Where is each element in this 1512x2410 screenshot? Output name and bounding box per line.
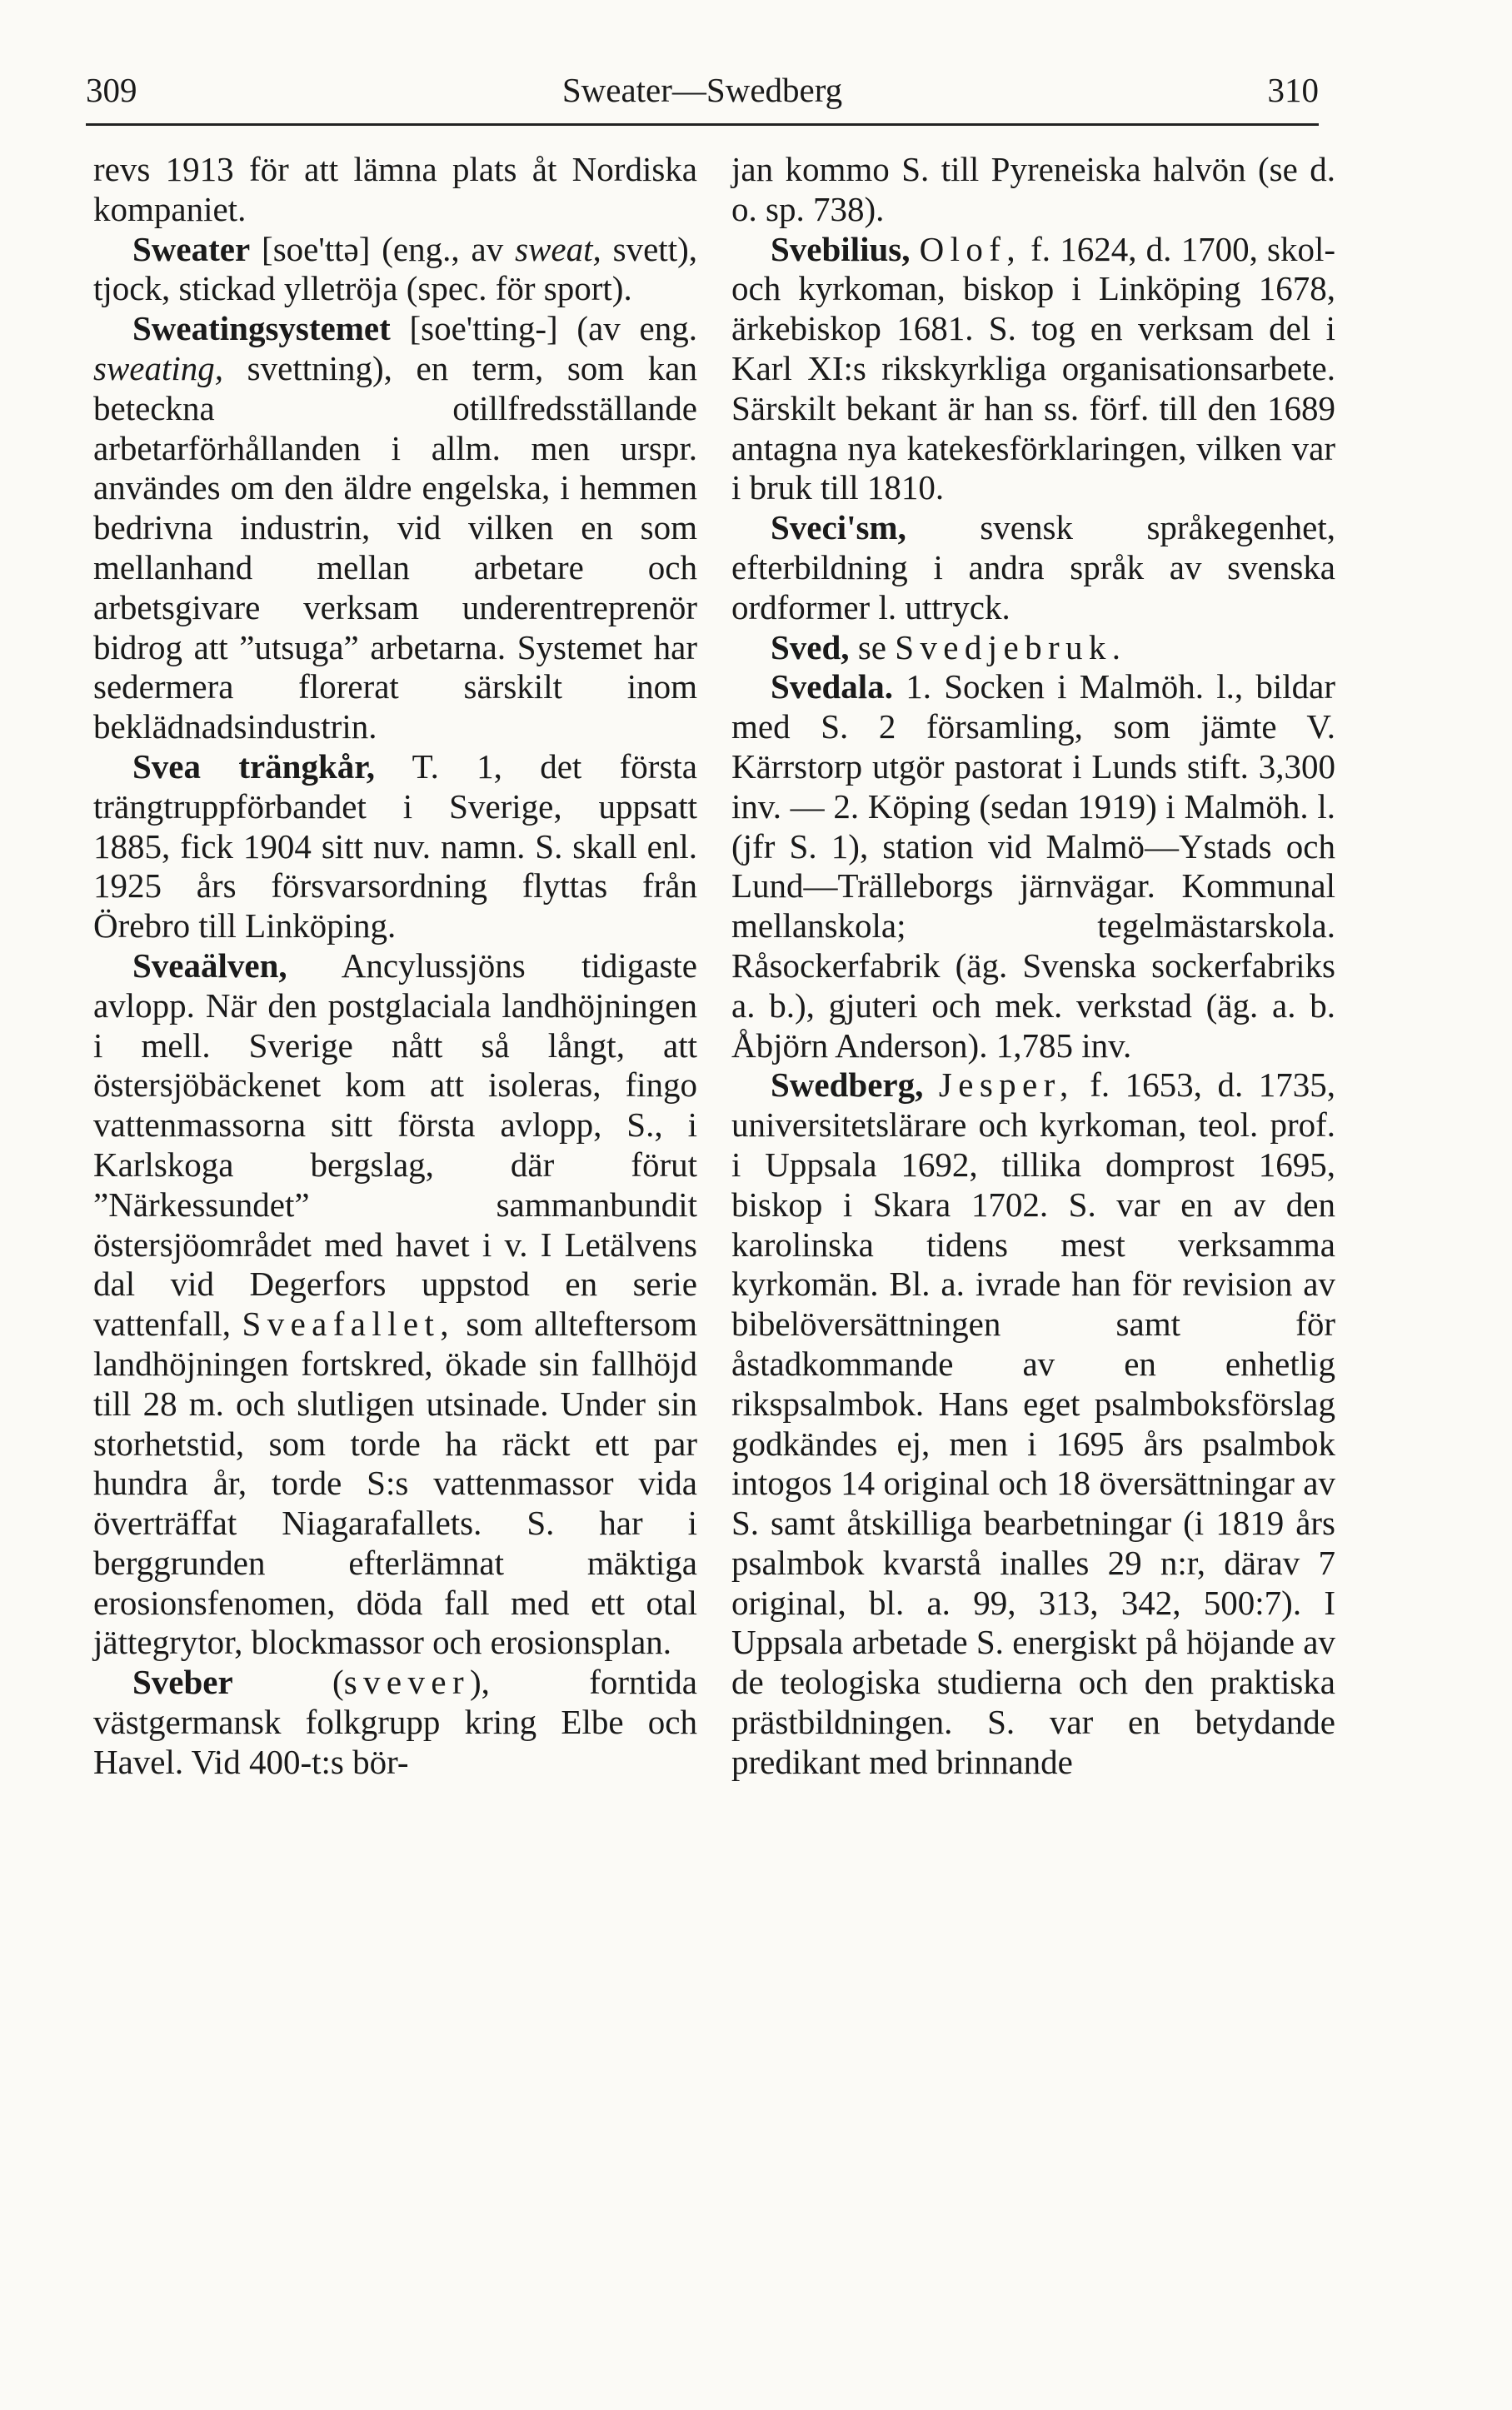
headword: Svedala.	[771, 667, 893, 706]
right-column	[731, 150, 1335, 1783]
headword: Sved,	[771, 627, 850, 666]
headword: Sveber	[132, 1663, 233, 1702]
left-page-number: 309	[86, 71, 137, 109]
headword: Sveci'sm,	[771, 508, 906, 547]
headword: Svea trängkår,	[132, 746, 375, 786]
left-column	[93, 150, 697, 1783]
page-header	[86, 65, 1319, 115]
headword: Sweatingsystemet	[132, 309, 391, 348]
right-page-number: 310	[1267, 71, 1319, 109]
headword: Sveaälven,	[132, 946, 287, 985]
headword: Swedberg,	[771, 1065, 924, 1105]
entry-sved: Sved, se Svedjebruk.	[771, 627, 1127, 666]
entry-sweater: Sweater [soe'ttə] (eng., av sweat, svett), tjock, stickad ylletröja (spec. för sport).	[93, 229, 697, 308]
entry-sveaalven: Sveaälven, Ancylussjöns tidigaste avlopp. När den postglaciala landhöjningen i mell. Sverige nått så långt, att östersjöbäckenet kom att isoleras, fingo vattenmassorna sitt första avlopp, S., i Karlskoga bergslag, där förut ”Närkessundet” sammanbundit östersjöområdet med havet i v. I Letälvens dal vid Degerfors uppstod en serie vattenfall, Sveafallet, som allteftersom landhöjningen fortskred, ökade sin fallhöjd till 28 m. och slutligen utsinade. Under sin storhetstid, som torde ha räckt ett par hundra år, torde S:s vattenmassor vida överträffat Niagarafallets. S. har i berggrunden efterlämnat mäktiga erosionsfenomen, döda fall med ett otal jättegrytor, blockmassor och erosionsplan.	[93, 946, 697, 1662]
entry-svebilius: Svebilius, Olof, f. 1624, d. 1700, skol- och kyrkoman, biskop i Linköping 1678, ärkebiskop 1681. S. tog en verksam del i Karl XI:s rikskyrkliga organisationsarbete. Särskilt bekant är han ss. förf. till den 1689 antagna nya katekesförklaringen, vilken var i bruk till 1810.	[731, 229, 1336, 507]
entry-svecism: Sveci'sm, svensk språkegenhet, efterbildning i andra språk av svenska ordformer l. uttryck.	[731, 508, 1335, 626]
continuation-text: jan kommo S. till Pyreneiska halvön (se d. o. sp. 738).	[731, 150, 1335, 228]
running-title: Sweater—Swedberg	[561, 71, 843, 109]
entry-sweatingsystemet: Sweatingsystemet [soe'tting-] (av eng. sweating, svettning), en term, som kan beteckna otillfredsställande arbetarförhållanden i allm. men urspr. användes om den äldre engelska, i hemmen bedrivna industrin, vid vilken en som mellanhand mellan arbetare och arbetsgivare verksam underentreprenör bidrog att ”utsuga” arbetarna. Systemet har sedermera florerat särskilt inom beklädnadsindustrin.	[93, 309, 697, 746]
header-rule	[86, 123, 1319, 126]
entry-svea-trangkar: Svea trängkår, T. 1, det första trängtruppförbandet i Sverige, uppsatt 1885, fick 1904 sitt nuv. namn. S. skall enl. 1925 års försvarsordning flyttas från Örebro till Linköping.	[93, 746, 698, 946]
entry-swedberg: Swedberg, Jesper, f. 1653, d. 1735, universitetslärare och kyrkoman, teol. prof. i Uppsala 1692, tillika domprost 1695, biskop i Skara 1702. S. var en av den karolinska tidens mest verksamma kyrkomän. Bl. a. ivrade han för revision av bibelöversättningen samt för åstadkommande av en enhetlig rikspsalmbok. Hans eget psalmboksförslag godkändes ej, men i 1695 års psalmbok intogos 14 original och 18 översättningar av S. samt åtskilliga bearbetningar (i 1819 års psalmbok kvarstå inalles 29 n:r, därav 7 original, bl. a. 99, 313, 342, 500:7). I Uppsala arbetade S. energiskt på höjande av de teologiska studierna och den praktiska prästbildningen. S. var en betydande predikant med brinnande	[731, 1065, 1336, 1781]
entry-svedala: Svedala. 1. Socken i Malmöh. l., bildar med S. 2 församling, som jämte V. Kärrstorp utgör pastorat i Lunds stift. 3,300 inv. — 2. Köping (sedan 1919) i Malmöh. l. (jfr S. 1), station vid Malmö—Ystads och Lund—Trälleborgs järnvägar. Kommunal mellanskola; tegelmästarskola. Råsockerfabrik (äg. Svenska sockerfabriks a. b.), gjuteri och mek. verkstad (äg. a. b. Åbjörn Anderson). 1,785 inv.	[731, 667, 1335, 1065]
headword: Svebilius,	[771, 229, 911, 268]
headword: Sweater	[132, 229, 251, 268]
continuation-text: revs 1913 för att lämna plats åt Nordiska kompaniet.	[93, 150, 697, 228]
entry-sveber: Sveber (svever), forntida västgermansk folkgrupp kring Elbe och Havel. Vid 400-t:s bör-	[93, 1663, 697, 1781]
